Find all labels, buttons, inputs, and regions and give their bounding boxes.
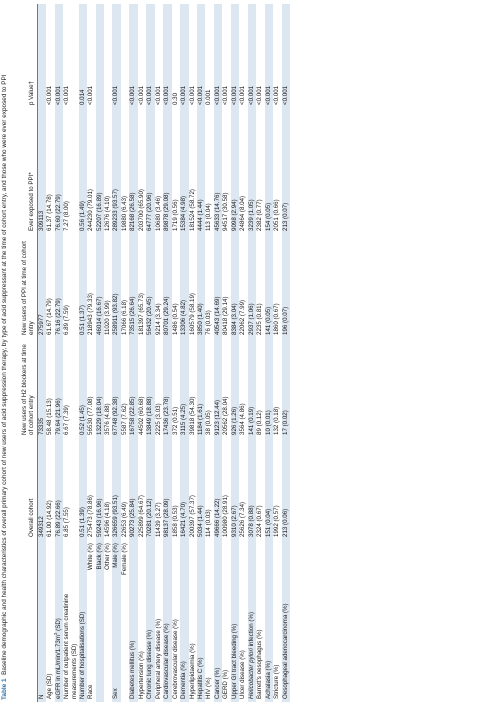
table-row [104, 4, 112, 702]
table-cell [63, 540, 79, 582]
table-cell: White (%) [87, 540, 95, 582]
table-cell: 289233 (93.57) [112, 108, 120, 234]
table-cell [96, 582, 104, 702]
table-cell: 25626 (7.34) [239, 438, 247, 540]
table-cell: 3576 (4.88) [104, 338, 112, 438]
header-cell: New users of H2 blockers at time of cohort entry [20, 338, 37, 438]
table-cell: Cerebrovascular disease (%) [172, 582, 180, 702]
table-cell: 151 (0.04) [265, 438, 273, 540]
table-cell: <0.001 [197, 4, 205, 108]
table-cell: 5587 (7.62) [121, 338, 129, 438]
table-body [37, 4, 290, 702]
table-cell: Oesophageal adenocarcinoma (%) [282, 582, 290, 702]
table-cell [138, 540, 146, 582]
table-cell: <0.001 [180, 4, 188, 108]
table-cell: 132 (0.18) [273, 338, 281, 438]
table-cell: Sex [112, 582, 120, 702]
table-cell [239, 540, 247, 582]
table-cell: 56530 (77.08) [87, 338, 95, 438]
table-cell [155, 540, 163, 582]
table-cell: Cardiovascular disease (%) [163, 582, 171, 702]
table-cell: 0.51 (1.37) [79, 234, 87, 338]
table-cell: 13849 (18.88) [146, 338, 154, 438]
table-row [205, 4, 213, 702]
table-cell: 2235 (0.81) [256, 234, 264, 338]
table-cell [205, 540, 213, 582]
table-cell [146, 540, 154, 582]
table-cell [104, 582, 112, 702]
table-cell: 76.16 (22.79) [55, 234, 63, 338]
table-cell: 244230 (79.01) [87, 108, 95, 234]
table-cell: Other (%) [104, 540, 112, 582]
header-cell: Ever exposed to PPI* [20, 108, 37, 234]
table-cell: 70281 (20.12) [146, 438, 154, 540]
table-cell: <0.001 [87, 4, 95, 108]
table-cell: 3850 (1.40) [197, 234, 205, 338]
table-cell [256, 540, 264, 582]
table-cell: Chronic lung disease (%) [146, 582, 154, 702]
table-cell: <0.001 [189, 4, 197, 108]
table-cell: 5034 (1.44) [197, 438, 205, 540]
table-row [172, 4, 180, 702]
table-cell: 196 (0.07) [282, 234, 290, 338]
table-cell: 100980 (28.91) [222, 438, 230, 540]
table-row [248, 4, 256, 702]
table-cell: eGFR in $mL/\min/1.73m^2$ (SD) [55, 582, 63, 702]
table-cell: Black (%) [96, 540, 104, 582]
table-cell: 73515 (26.64) [129, 234, 137, 338]
table-cell [222, 540, 230, 582]
table-cell: 80701 (29.24) [163, 234, 171, 338]
table-cell: 258911 (93.82) [112, 234, 120, 338]
table-cell: 15384 (4.98) [180, 108, 188, 234]
table-cell: 372 (0.51) [172, 338, 180, 438]
table-cell [282, 540, 290, 582]
table-cell: 154 (0.05) [265, 108, 273, 234]
table-cell: <0.001 [63, 4, 79, 108]
table-cell: Number of hospitalisations (SD) [79, 582, 87, 702]
table-cell: 225899 (64.67) [138, 438, 146, 540]
table-cell: 61.37 (14.78) [46, 108, 54, 234]
table-cell: 24864 (8.04) [239, 108, 247, 234]
table-cell: <0.001 [273, 4, 281, 108]
table-cell [55, 540, 63, 582]
table-cell: 67748 (92.38) [112, 338, 120, 438]
table-row [138, 4, 146, 702]
table-cell: 3115 (4.25) [180, 338, 188, 438]
table-cell: 19880 (6.43) [121, 108, 129, 234]
table-row [79, 4, 87, 702]
table-row [239, 4, 247, 702]
table-cell: 275977 [37, 234, 46, 338]
table-cell: 0.51 (1.39) [79, 438, 87, 540]
table-row [112, 4, 120, 702]
table-row [265, 4, 273, 702]
header-cell: Overall cohort [20, 438, 37, 540]
baseline-characteristics-table [20, 4, 290, 702]
table-cell: 16758 (22.85) [129, 338, 137, 438]
table-cell: Dementia (%) [180, 582, 188, 702]
table-cell: <0.001 [231, 4, 239, 108]
table-cell [96, 4, 104, 108]
table-cell: 203700 (65.90) [138, 108, 146, 234]
table-row [121, 4, 129, 702]
table-cell: Age (SD) [46, 582, 54, 702]
table-cell: 61.00 (14.92) [46, 438, 54, 540]
table-cell [163, 540, 171, 582]
header-cell: New users of PPI at time of cohort entry [20, 234, 37, 338]
table-cell: Hyperlipidaemia (%) [189, 582, 197, 702]
table-cell: Male (%) [112, 540, 120, 582]
table-row [46, 4, 54, 702]
table-cell: 17 (0.02) [282, 338, 290, 438]
table-cell: 200397 (57.37) [189, 438, 197, 540]
table-cell: 17066 (6.18) [121, 234, 129, 338]
table-cell: 1184 (1.61) [197, 338, 205, 438]
table-cell: 76.60 (22.79) [55, 108, 63, 234]
table-cell: Number of outpatient serum creatinine measurements (SD) [63, 582, 79, 702]
header-cell: p Value† [20, 4, 37, 108]
table-cell: 4444 (1.44) [197, 108, 205, 234]
table-cell [248, 540, 256, 582]
table-cell: 309113 [37, 108, 46, 234]
table-cell: 76 (0.03) [205, 234, 213, 338]
table-cell: 6.67 (7.39) [63, 338, 79, 438]
table-caption [1, 8, 9, 700]
table-cell: <0.001 [265, 4, 273, 108]
table-header-row [20, 4, 37, 702]
table-cell: 17436 (23.78) [163, 338, 171, 438]
table-cell: 6.89 (7.59) [63, 234, 79, 338]
table-cell: 9310 (2.67) [231, 438, 239, 540]
table-row [222, 4, 230, 702]
table-cell: Ulcer disease (%) [239, 582, 247, 702]
table-cell: 113 (0.04) [205, 108, 213, 234]
table-cell: 160579 (58.19) [189, 234, 197, 338]
table-cell: 64777 (20.96) [146, 108, 154, 234]
header-cell [20, 582, 37, 702]
table-cell: 3078 (0.88) [248, 438, 256, 540]
table-cell: <0.001 [46, 4, 54, 108]
table-cell: 2051 (0.66) [273, 108, 281, 234]
table-cell: Hepatitis C (%) [197, 582, 205, 702]
table-cell: Upper GI tract bleeding (%) [231, 582, 239, 702]
table-cell: <0.001 [214, 4, 222, 108]
table-cell: Hypertension (%) [138, 582, 146, 702]
table-cell: 3239 (1.05) [248, 108, 256, 234]
table-cell: 52207 (16.89) [96, 108, 104, 234]
table-cell: 82168 (26.58) [129, 108, 137, 234]
table-cell: 56432 (20.45) [146, 234, 154, 338]
table-cell: 0.30 [172, 4, 180, 108]
table-cell: 11439 (3.27) [155, 438, 163, 540]
table-cell: 141 (0.05) [265, 234, 273, 338]
table-cell [121, 4, 129, 108]
table-cell: 12676 (4.10) [104, 108, 112, 234]
table-cell: <0.001 [256, 4, 264, 108]
table-label: Table 1 [1, 678, 8, 700]
table-cell: <0.001 [146, 4, 154, 108]
table-cell: 349312 [37, 438, 46, 540]
table-cell: <0.001 [112, 4, 120, 108]
table-cell: 61.67 (14.79) [46, 234, 54, 338]
table-cell: 49666 (14.22) [214, 438, 222, 540]
table-cell: 39818 (54.30) [189, 338, 197, 438]
table-cell: 1486 (0.54) [172, 234, 180, 338]
table-cell: 22062 (7.99) [239, 234, 247, 338]
table-row [231, 4, 239, 702]
table-cell [265, 540, 273, 582]
table-cell: 8384 (3.04) [231, 234, 239, 338]
table-cell: 79.64 (21.96) [55, 338, 63, 438]
table-cell: 3564 (4.86) [239, 338, 247, 438]
table-cell: 181524 (58.72) [189, 108, 197, 234]
table-cell: 181397 (65.73) [138, 234, 146, 338]
table-cell [172, 540, 180, 582]
table-cell [214, 540, 222, 582]
table-cell: N [37, 582, 46, 702]
table-caption-text: Baseline demographic and health characteristics of overall primary cohort of new users of acid suppression therapy, by type of acid suppressant at the time of cohort entry, and those who were ever exposed to PPI [1, 74, 8, 675]
table-cell: Cancer (%) [214, 582, 222, 702]
table-cell: 0.56 (1.49) [79, 108, 87, 234]
table-cell: 1719 (0.56) [172, 108, 180, 234]
table-cell: 9123 (12.44) [214, 338, 222, 438]
table-cell [197, 540, 205, 582]
table-cell [273, 540, 281, 582]
table-cell [189, 540, 197, 582]
table-cell: 14596 (4.18) [104, 438, 112, 540]
table-cell: 38 (0.05) [205, 338, 213, 438]
table-cell: Peripheral artery disease (%) [155, 582, 163, 702]
table-cell: 46014 (16.67) [96, 234, 104, 338]
table-cell: 114 (0.03) [205, 438, 213, 540]
table-cell: 6.85 (7.55) [63, 438, 79, 540]
table-row [282, 4, 290, 702]
table-cell: 1860 (0.67) [273, 234, 281, 338]
table-cell: 213 (0.06) [282, 438, 290, 540]
table-cell: 10 (0.01) [265, 338, 273, 438]
table-row [197, 4, 205, 702]
table-cell: 76.89 (22.66) [55, 438, 63, 540]
table-cell [129, 540, 137, 582]
table-cell: 45633 (14.76) [214, 108, 222, 234]
table-cell: 218943 (79.33) [87, 234, 95, 338]
table-cell: 13306 (4.82) [180, 234, 188, 338]
table-cell: 1992 (0.57) [273, 438, 281, 540]
table-cell: 2937 (1.06) [248, 234, 256, 338]
table-cell: Achalasia (%) [265, 582, 273, 702]
table-row [146, 4, 154, 702]
table-cell [37, 540, 46, 582]
table-cell: 2225 (3.03) [155, 338, 163, 438]
table-cell: 0.014 [79, 4, 87, 108]
table-row [55, 4, 63, 702]
table-cell: 326659 (93.51) [112, 438, 120, 540]
table-cell: Female (%) [121, 540, 129, 582]
table-cell: <0.001 [129, 4, 137, 108]
table-cell [37, 4, 46, 108]
table-cell: GERD (%) [222, 582, 230, 702]
table-cell: <0.001 [282, 4, 290, 108]
table-cell: 7.27 (8.00) [63, 108, 79, 234]
table-cell: 90273 (25.84) [129, 438, 137, 540]
table-cell: 10680 (3.46) [155, 108, 163, 234]
table-cell: <0.001 [248, 4, 256, 108]
table-row [96, 4, 104, 702]
table-cell: Helicobacter pylori infection (%) [248, 582, 256, 702]
table-cell: 0.52 (1.45) [79, 338, 87, 438]
table-row [87, 4, 95, 702]
table-row [163, 4, 171, 702]
table-cell: 2324 (0.67) [256, 438, 264, 540]
table-cell [121, 582, 129, 702]
table-cell: 89878 (29.08) [163, 108, 171, 234]
table-cell: 59243 (16.96) [96, 438, 104, 540]
table-cell: 20562 (28.04) [222, 338, 230, 438]
header-cell [20, 540, 37, 582]
table-cell: 44502 (60.68) [138, 338, 146, 438]
table-cell: 9098 (2.94) [231, 108, 239, 234]
table-cell: 58.48 (15.13) [46, 338, 54, 438]
table-cell: 141 (0.19) [248, 338, 256, 438]
table-cell [46, 540, 54, 582]
table-cell: 89 (0.12) [256, 338, 264, 438]
table-cell: 1858 (0.53) [172, 438, 180, 540]
table-row [37, 4, 46, 702]
table-row [180, 4, 188, 702]
table-cell: 22653 (6.49) [121, 438, 129, 540]
table-cell [180, 540, 188, 582]
table-cell: 13229 (18.04) [96, 338, 104, 438]
table-row [256, 4, 264, 702]
table-cell: <0.001 [222, 4, 230, 108]
table-cell: Race [87, 582, 95, 702]
table-cell: Diabetes mellitus (%) [129, 582, 137, 702]
table-cell [104, 4, 112, 108]
table-cell: 0.001 [205, 4, 213, 108]
table-cell: 40543 (14.69) [214, 234, 222, 338]
table-cell: 213 (0.07) [282, 108, 290, 234]
table-cell: 98137 (28.09) [163, 438, 171, 540]
table-cell: 275473 (78.86) [87, 438, 95, 540]
table-cell: 2382 (0.77) [256, 108, 264, 234]
table-row [63, 4, 79, 702]
table-cell: 9214 (3.34) [155, 234, 163, 338]
table-cell: Barrett's oesophagus (%) [256, 582, 264, 702]
table-cell: 926 (1.26) [231, 338, 239, 438]
table-row [189, 4, 197, 702]
table-cell: <0.001 [163, 4, 171, 108]
table-cell: 16421 (4.70) [180, 438, 188, 540]
table-cell: 11020 (3.99) [104, 234, 112, 338]
table-cell: <0.001 [155, 4, 163, 108]
table-row [273, 4, 281, 702]
table-cell: 80418 (29.14) [222, 234, 230, 338]
table-cell: <0.001 [239, 4, 247, 108]
table-cell: 73335 [37, 338, 46, 438]
table-cell [231, 540, 239, 582]
table-cell: <0.001 [138, 4, 146, 108]
table-cell: <0.001 [55, 4, 63, 108]
table-cell: Stricture (%) [273, 582, 281, 702]
table-cell [79, 540, 87, 582]
table-cell: HIV (%) [205, 582, 213, 702]
table-row [155, 4, 163, 702]
table-row [214, 4, 222, 702]
table-cell: 94517 (30.58) [222, 108, 230, 234]
table-row [129, 4, 137, 702]
